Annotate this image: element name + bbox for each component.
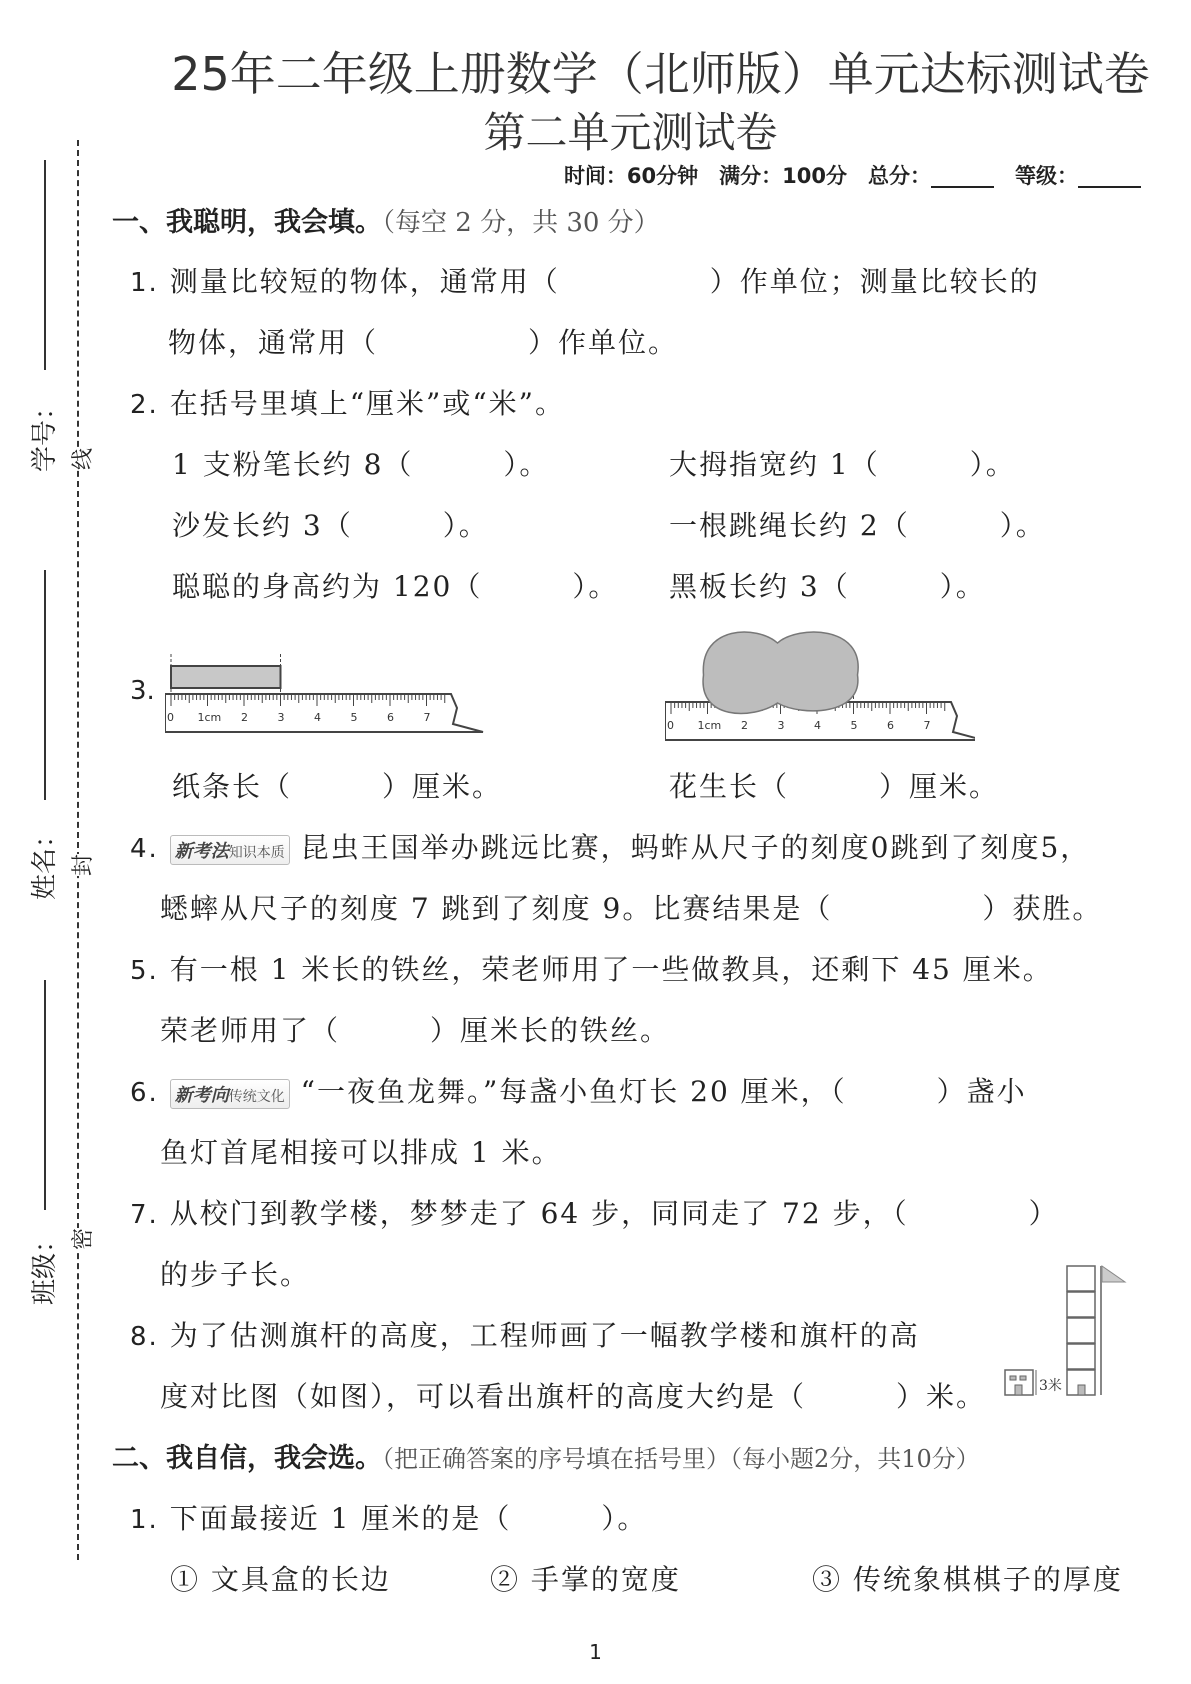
ruler-tick-label: 1cm	[697, 719, 722, 732]
class-label: 班级：	[30, 1226, 60, 1305]
q2-item-c: 沙发长约 3（ ）。	[172, 509, 489, 542]
ruler-tick-label: 3	[777, 719, 785, 732]
q7-line2: 的步子长。	[160, 1258, 311, 1291]
cut-mark-1: 线	[66, 448, 97, 470]
ruler-tick-label: 7	[923, 719, 931, 732]
ruler-strip-figure	[165, 650, 515, 750]
ruler-tick-label: 4	[314, 711, 321, 724]
page-title: 25年二年级上册数学（北师版）单元达标测试卷	[171, 47, 1150, 101]
q2-item-e: 聪聪的身高约为 120（ ）。	[172, 570, 619, 603]
new-method-tag: 新考法知识本质	[170, 835, 290, 865]
s2-q1-option-3: ③ 传统象棋棋子的厚度	[812, 1563, 1123, 1596]
exam-info: 时间：60分钟 满分：100分 总分：______ 等级：______	[563, 164, 1141, 188]
cut-mark-3: 密	[66, 1228, 97, 1250]
ruler-tick-label: 4	[814, 719, 821, 732]
q8-line2: 度对比图（如图），可以看出旗杆的高度大约是（ ）米。	[160, 1380, 987, 1413]
q2-item-a: 1 支粉笔长约 8（ ）。	[172, 448, 550, 481]
ruler-tick-label: 5	[350, 711, 358, 724]
q1-line1: 1. 测量比较短的物体，通常用（ ）作单位；测量比较长的	[130, 265, 1040, 298]
q7-line1: 7. 从校门到教学楼，梦梦走了 64 步，同同走了 72 步，（ ）	[130, 1197, 1059, 1230]
class-write-line	[44, 980, 46, 1210]
s2-q1-line1: 1. 下面最接近 1 厘米的是（ ）。	[130, 1502, 648, 1535]
section-2-heading: 二、我自信，我会选。（把正确答案的序号填在括号里）（每小题2分，共10分）	[112, 1443, 980, 1474]
q4-line2: 蟋蟀从尺子的刻度 7 跳到了刻度 9。比赛结果是（ ）获胜。	[160, 892, 1103, 925]
ruler-tick-label: 2	[241, 711, 248, 724]
ruler-tick-label: 6	[387, 711, 394, 724]
q4-line1: 4. 新考法知识本质 昆虫王国举办跳远比赛，蚂蚱从尺子的刻度0跳到了刻度5，	[130, 831, 1091, 864]
cut-mark-2: 封	[66, 854, 97, 876]
student-id-label: 学号：	[30, 393, 60, 472]
s2-q1-option-2: ② 手掌的宽度	[490, 1563, 681, 1596]
q5-line1: 5. 有一根 1 米长的铁丝，荣老师用了一些做教具，还剩下 45 厘米。	[130, 953, 1053, 986]
q3-answer-a: 纸条长（ ）厘米。	[172, 770, 503, 803]
building-flagpole-figure	[1000, 1262, 1140, 1407]
q6-line2: 鱼灯首尾相接可以排成 1 米。	[160, 1136, 562, 1169]
page-subtitle: 第二单元测试卷	[483, 108, 778, 157]
ruler-tick-label: 3	[277, 711, 285, 724]
name-write-line	[44, 570, 46, 800]
ruler-tick-label: 1cm	[197, 711, 222, 724]
q2-item-d: 一根跳绳长约 2（ ）。	[669, 509, 1046, 542]
ruler-tick-label: 0	[167, 711, 174, 724]
cut-line	[77, 140, 79, 1560]
id-write-line	[44, 160, 46, 370]
page-number: 1	[589, 1640, 602, 1664]
q3-number: 3.	[130, 676, 155, 706]
student-name-label: 姓名：	[30, 821, 60, 900]
ruler-peanut-figure	[665, 625, 975, 750]
paper-strip	[171, 666, 281, 688]
q2-item-b: 大拇指宽约 1（ ）。	[669, 448, 1016, 481]
ruler-tick-label: 2	[741, 719, 748, 732]
q3-answer-b: 花生长（ ）厘米。	[669, 770, 1000, 803]
peanut	[703, 632, 858, 713]
q2-item-f: 黑板长约 3（ ）。	[669, 570, 986, 603]
q8-line1: 8. 为了估测旗杆的高度，工程师画了一幅教学楼和旗杆的高	[130, 1319, 920, 1352]
ruler-tick-label: 7	[423, 711, 431, 724]
q1-line2: 物体，通常用（ ）作单位。	[168, 326, 679, 359]
q2-line1: 2. 在括号里填上“厘米”或“米”。	[130, 387, 565, 420]
ruler-tick-label: 0	[667, 719, 674, 732]
new-direction-tag: 新考向传统文化	[170, 1079, 290, 1109]
ruler-tick-label: 6	[887, 719, 894, 732]
height-label: 3米	[1039, 1378, 1062, 1394]
s2-q1-option-1: ① 文具盒的长边	[170, 1563, 391, 1596]
ruler-tick-label: 5	[850, 719, 858, 732]
q5-line2: 荣老师用了（ ）厘米长的铁丝。	[160, 1014, 671, 1047]
section-1-heading: 一、我聪明，我会填。（每空 2 分，共 30 分）	[112, 207, 660, 238]
q6-line1: 6. 新考向传统文化 “一夜鱼龙舞。”每盏小鱼灯长 20 厘米，（ ）盏小	[130, 1075, 1027, 1108]
